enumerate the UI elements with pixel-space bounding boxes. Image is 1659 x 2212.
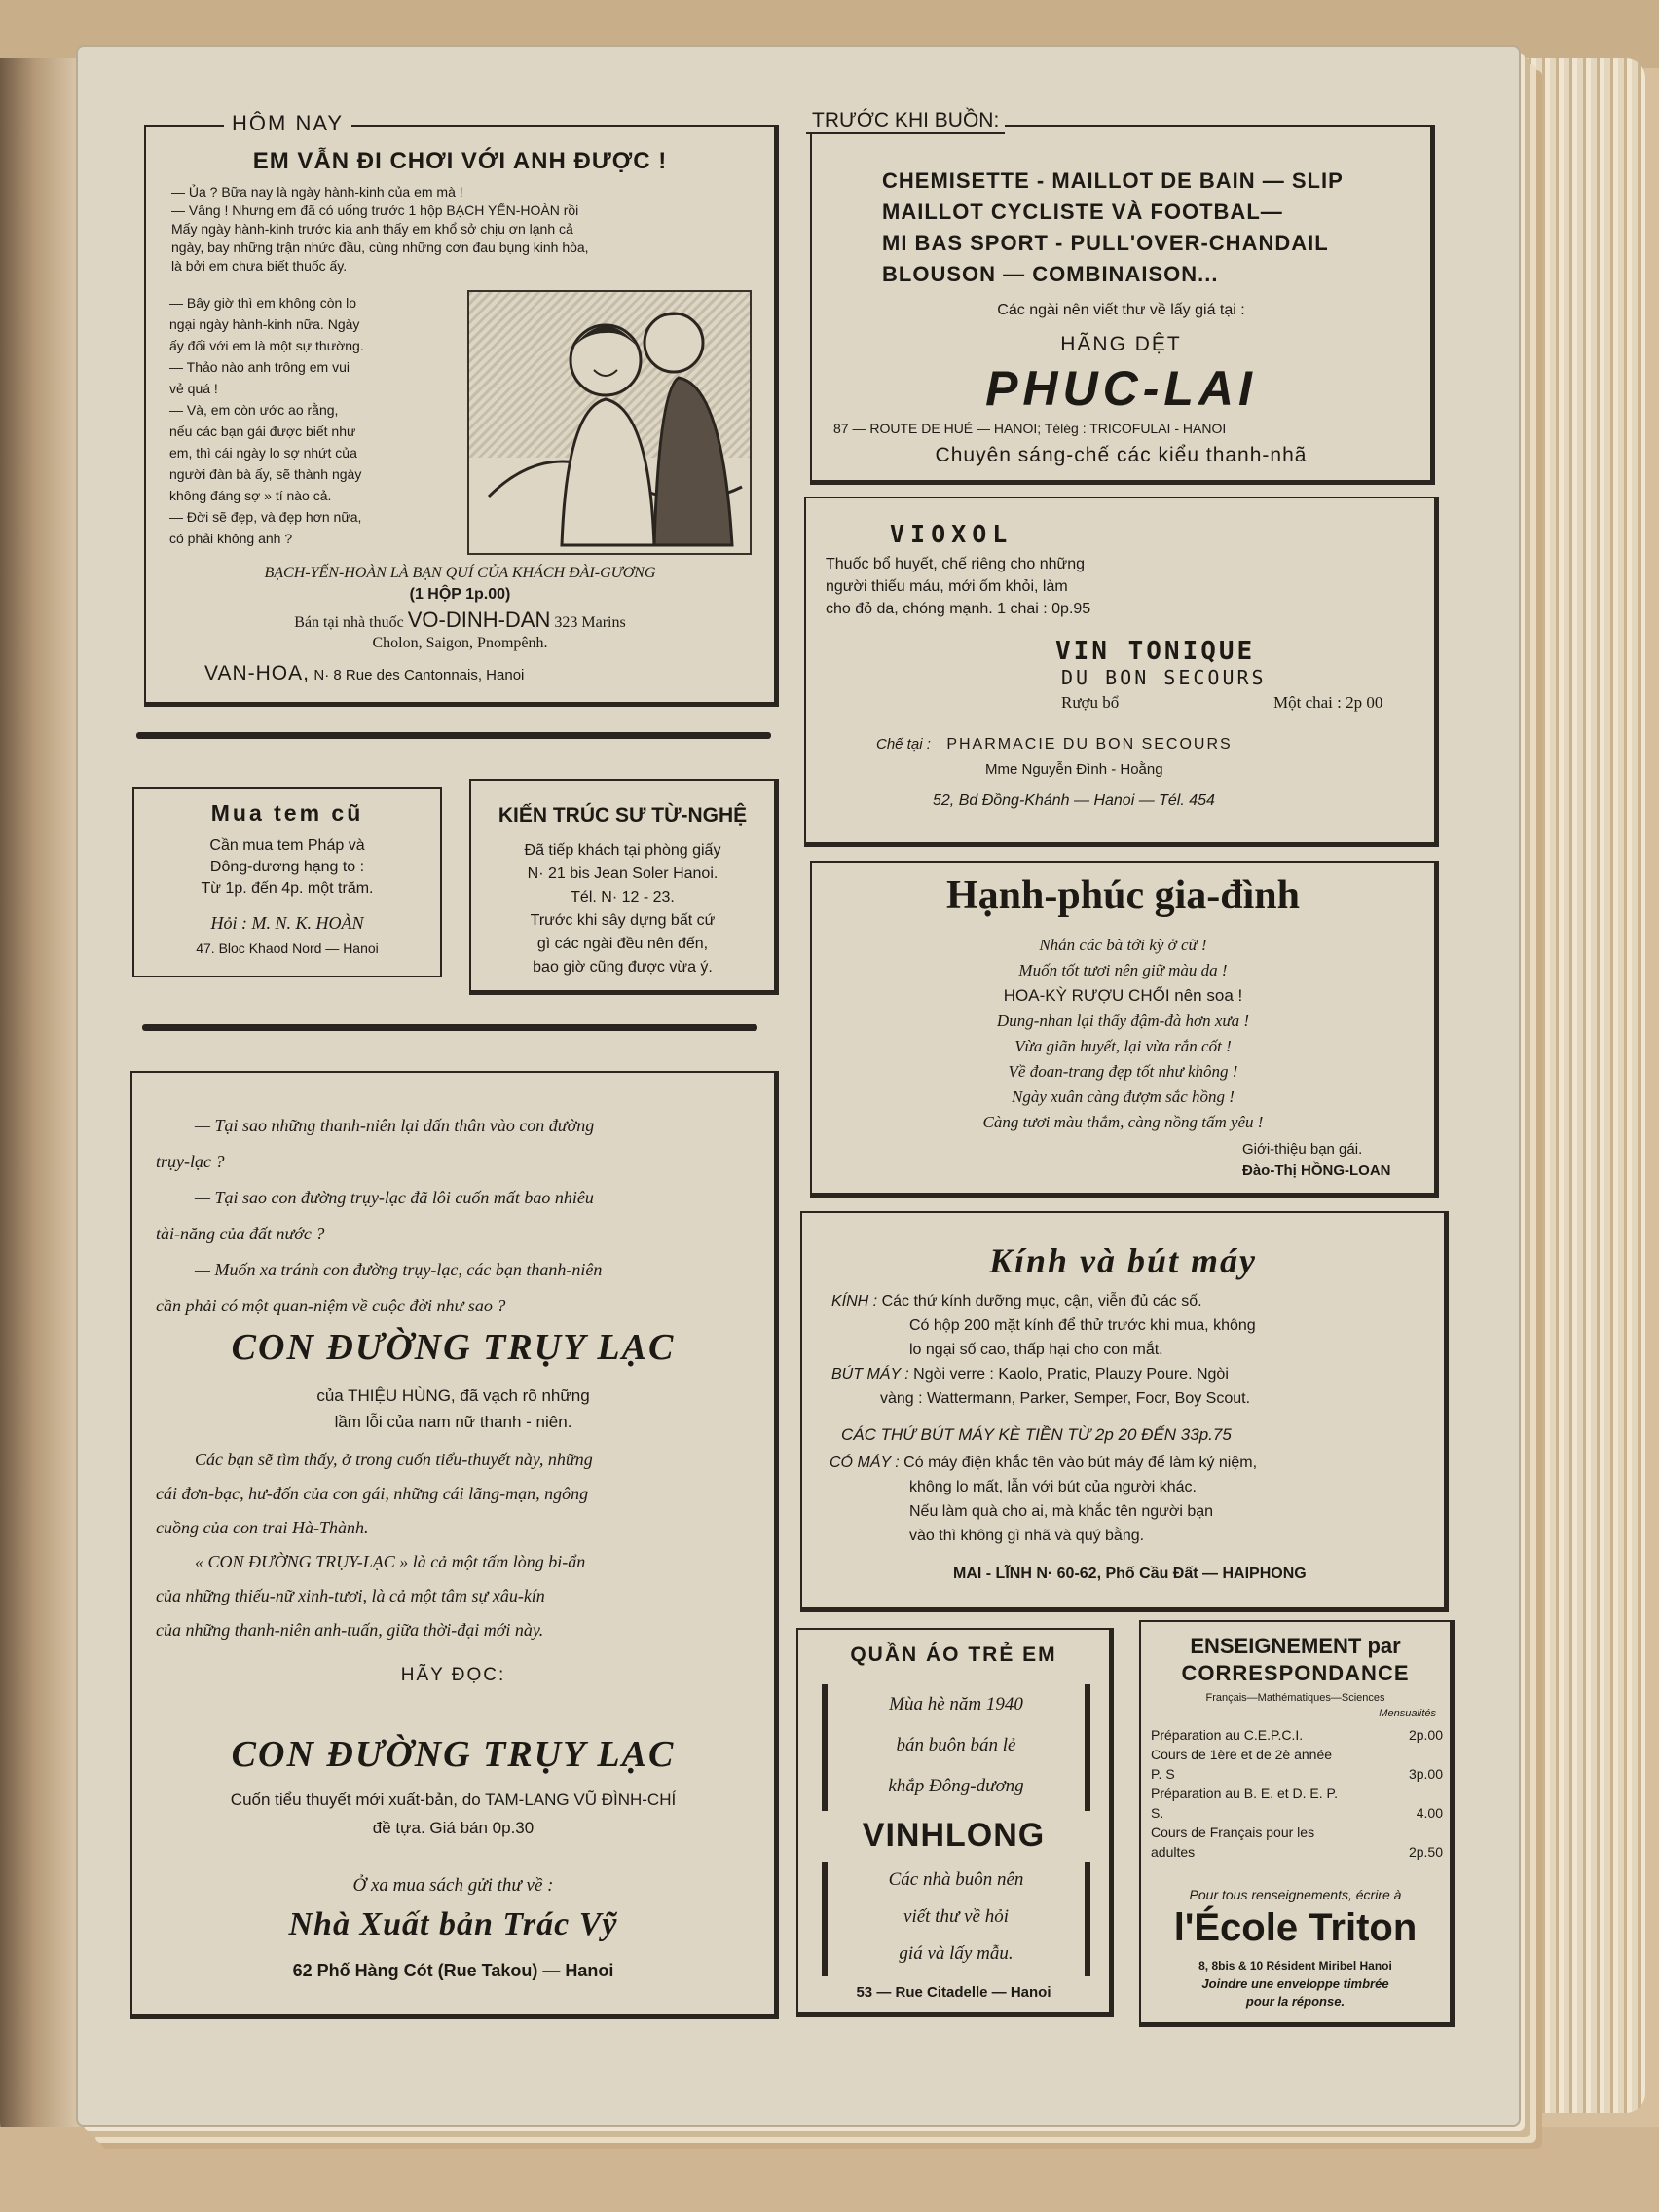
text-line: Nếu làm quà cho ai, mà khắc tên người bạn [909,1503,1214,1520]
text-line: vẻ quá ! [169,381,218,396]
ad-hom-nay-cities: Cholon, Saigon, Pnompênh. [372,635,548,651]
ad-vioxol-body [826,553,1215,620]
text-line: cần phải có một quan-niệm về cuộc đời như sao ? [156,1296,506,1315]
text-line: cuồng của con trai Hà-Thành. [156,1518,369,1537]
text-line: Đã tiếp khách tại phòng giấy [524,842,721,859]
book-spine [0,58,78,2152]
text-line: — Tại sao những thanh-niên lại dấn thân vào con đường [195,1116,595,1135]
ad-hanh-phuc-poem [812,933,1434,1135]
text-line: Dung-nhan lại thấy đậm-đà hơn xưa ! [996,1012,1250,1030]
ad-phuc-lai-write: Các ngài nên viết thư về lấy giá tại : [997,302,1245,318]
ad-hom-nay-price: (1 HỘP 1p.00) [409,586,511,603]
text-line: Có hộp 200 mặt kính để thử trước khi mua, không [909,1317,1256,1334]
ad-vioxol-address: 52, Bd Đồng-Khánh — Hanoi — Tél. 454 [933,793,1215,809]
text-line: — Và, em còn ước ao rằng, [169,402,339,418]
price-row-value: 4.00 [1416,1805,1443,1821]
ad-con-duong-desc [132,1786,774,1842]
text-line: N· 21 bis Jean Soler Hanoi. [527,866,719,882]
text-line: không đáng sợ » tí nào cả. [169,488,332,503]
text-line: Mấy ngày hành-kinh trước kia anh thấy em khổ sở chịu ơn lạnh cả [171,221,573,237]
ad-hanh-phuc-intro: Giới-thiệu bạn gái. [1242,1141,1363,1158]
text-line: là bởi em chưa biết thuốc ấy. [171,258,348,274]
text-line: Thuốc bổ huyết, chế riêng cho những [826,556,1085,572]
text-line: — Vâng ! Nhưng em đã có uống trước 1 hộp BẠCH YẾN-HOÀN rồi [171,203,579,218]
price-row-label: Cours de Français pour les adultes [1151,1825,1315,1860]
ad-mua-tem-ask: Hỏi : M. N. K. HOÀN [210,913,364,933]
ad-quan-ao-box-1 [822,1684,1090,1811]
ad-con-duong-body [156,1443,769,1647]
price-row-label: Préparation au C.E.P.C.I. [1151,1727,1304,1743]
text-line: Muốn tốt tươi nên giữ màu da ! [1018,961,1228,979]
ad-mua-tem-title: Mua tem cũ [210,800,364,826]
ad-kinh-title: Kính và bút máy [988,1241,1258,1280]
ad-hanh-phuc-title: Hạnh-phúc gia-đình [946,873,1300,918]
ad-vioxol-price: Một chai : 2p 00 [1273,693,1383,712]
ad-hom-nay-slogan: BẠCH-YẾN-HOÀN LÀ BẠN QUÍ CỦA KHÁCH ĐÀI-GƯƠNG [264,565,656,581]
text-line: Các bạn sẽ tìm thấy, ở trong cuốn tiểu-thuyết này, những [195,1450,593,1469]
ad-con-duong-order: Ở xa mua sách gửi thư về : [352,1875,554,1896]
text-line: « CON ĐƯỜNG TRỤY-LẠC » là cả một tấm lòng bi-ẩn [195,1552,586,1571]
ad-phuc-lai-name: PHUC-LAI [985,361,1257,416]
ad-con-duong-publisher: Nhà Xuất bản Trác Vỹ [288,1906,618,1942]
text-line: BLOUSON — COMBINAISON... [882,262,1219,286]
text-line: — Tại sao con đường trụy-lạc đã lôi cuốn mất bao nhiêu [195,1188,594,1207]
ad-mua-tem [132,787,442,977]
text-line: giá và lấy mẫu. [899,1943,1014,1964]
divider-rule [136,732,771,739]
price-row [1151,1823,1443,1862]
ad-kien-truc-title: KIẾN TRÚC SƯ TỪ-NGHỆ [498,804,748,827]
ad-kinh-footer: MAI - LĨNH N· 60-62, Phố Cầu Đất — HAIPHONG [953,1566,1307,1582]
ad-triton-title-2: CORRESPONDANCE [1181,1661,1410,1685]
seller-address: 323 Marins [554,614,626,631]
ad-kien-truc-body [471,839,774,979]
ad-con-duong-read: HÃY ĐỌC: [400,1665,506,1685]
text-line: của những thanh-niên anh-tuấn, giữa thời-đại mới này. [156,1620,544,1640]
text-line: gì các ngài đều nên đến, [536,936,709,952]
made-prefix: Chế tại : [876,736,931,753]
divider-rule [142,1024,757,1031]
text-line: ấy đối với em là một sự thường. [169,338,364,353]
text-line: đề tựa. Giá bán 0p.30 [372,1819,535,1837]
ad-kinh-engrave [830,1451,1433,1548]
ad-hom-nay-top-text [171,183,765,276]
price-row-value: 2p.00 [1408,1727,1443,1743]
ad-hanh-phuc-sign: Đào-Thị HỒNG-LOAN [1242,1162,1391,1179]
text-line: ngày, bay những trận nhức đầu, cùng những cơn đau bụng kinh hòa, [171,240,589,255]
ad-phuc-lai [810,109,1435,485]
text-line: em, thì cái ngày lo sợ nhứt của [169,445,357,461]
text-line: Trước khi sây dựng bất cứ [530,912,716,929]
text-line: bao giờ cũng được vừa ý. [533,959,713,976]
price-row-value: 3p.00 [1408,1766,1443,1782]
text-line: Ngòi verre : Kaolo, Pratic, Plauzy Poure. Ngòi [913,1366,1229,1382]
text-line: Ngày xuân càng đượm sắc hồng ! [1012,1088,1235,1106]
page-edges [1509,58,1645,2113]
price-row [1151,1784,1443,1823]
text-line: lo ngại số cao, thấp hại cho con mắt. [909,1342,1163,1358]
text-line: Về đoan-trang đẹp tốt như không ! [1008,1062,1238,1081]
text-line: Vừa giãn huyết, lại vừa rắn cốt ! [1014,1037,1232,1055]
ad-hom-nay [144,111,779,707]
text-line: lầm lỗi của nam nữ thanh - niên. [334,1413,572,1431]
ad-kinh-but-may [800,1211,1449,1612]
ad-vioxol [804,497,1439,847]
text-line: Cuốn tiểu thuyết mới xuất-bản, do TAM-LANG VŨ ĐÌNH-CHÍ [230,1790,677,1809]
price-row [1151,1745,1443,1784]
ad-triton-info: Pour tous renseignements, écrire à [1189,1887,1402,1902]
text-line: Cần mua tem Pháp và [209,837,365,854]
ad-hom-nay-tag: HÔM NAY [224,111,351,136]
text-line: tài-năng của đất nước ? [156,1224,325,1243]
text-line: khắp Đông-dương [888,1776,1024,1796]
ad-kinh-price-range: CÁC THỨ BÚT MÁY KÈ TIỀN TỪ 2p 20 ĐẾN 33p.75 [841,1425,1232,1444]
ad-vioxol-ruou: Rượu bổ [1061,693,1120,712]
but-label: BÚT MÁY : [831,1366,909,1382]
text-line: vào thì không gì nhã và quý bằng. [909,1528,1145,1544]
ad-hom-nay-side-text [169,292,461,549]
text-line: người đàn bà ấy, sẽ thành ngày [169,466,362,482]
text-line: Có máy điện khắc tên vào bút máy để làm kỷ niệm, [903,1455,1258,1471]
ad-quan-ao-address: 53 — Rue Citadelle — Hanoi [856,1984,1051,2001]
couple-illustration [467,290,752,555]
text-line: — Ủa ? Bữa nay là ngày hành-kinh của em mà ! [171,184,463,200]
seller-prefix: Bán tại nhà thuốc [294,614,404,631]
ad-vioxol-name: VIOXOL [890,520,1014,548]
ad-triton-title-1: ENSEIGNEMENT par [1190,1634,1401,1658]
ad-phuc-lai-products [882,166,1408,290]
text-line: trụy-lạc ? [156,1152,225,1171]
ad-vioxol-made [876,736,1233,754]
ad-con-duong-title: CON ĐƯỜNG TRỤY LẠC [231,1327,676,1368]
ad-triton-join-2: pour la réponse. [1245,1994,1346,2009]
text-line: người thiếu máu, mới ốm khỏi, làm [826,578,1068,595]
ad-hom-nay-seller [146,608,774,633]
ad-quan-ao-tre-em [796,1628,1114,2017]
ad-hom-nay-headline: EM VẪN ĐI CHƠI VỚI ANH ĐƯỢC ! [252,148,668,174]
text-line: Nhắn các bà tới kỳ ở cữ ! [1039,936,1207,954]
ad-vioxol-vin: VIN TONIQUE [1055,637,1256,666]
ad-phuc-lai-address: 87 — ROUTE DE HUÉ — HANOI; Télég : TRICOFULAI - HANOI [833,421,1227,436]
seller-name: VO-DINH-DAN [407,608,551,632]
kinh-label: KÍNH : [831,1293,878,1309]
ad-phuc-lai-tagline: Chuyên sáng-chế các kiểu thanh-nhã [935,444,1308,466]
text-line: bán buôn bán lẻ [896,1735,1016,1755]
ad-ecole-triton [1139,1620,1455,2027]
ad-triton-address: 8, 8bis & 10 Résident Miribel Hanoi [1198,1959,1392,1972]
footer-address: N· 8 Rue des Cantonnais, Hanoi [313,667,525,683]
text-line: MAILLOT CYCLISTE VÀ FOOTBAL— [882,200,1283,224]
ad-phuc-lai-firm: HÃNG DỆT [1060,333,1182,355]
ad-vioxol-owner: Mme Nguyễn Đình - Hoằng [985,761,1163,778]
text-line: MI BAS SPORT - PULL'OVER-CHANDAIL [882,231,1329,255]
text-line: cái đơn-bạc, hư-đốn của con gái, những cái lãng-mạn, ngông [156,1484,589,1503]
ad-triton-price-list [1151,1725,1443,1862]
text-line: — Muốn xa tránh con đường trụy-lạc, các bạn thanh-niên [195,1260,603,1279]
text-line: nếu các bạn gái được biết như [169,424,356,439]
ad-con-duong-truy-lac [130,1071,779,2019]
ad-kien-truc-su [469,779,779,995]
ad-phuc-lai-tag: TRƯỚC KHI BUỒN: [806,109,1005,134]
text-line: HOA-KỲ RƯỢU CHỔI nên soa ! [1003,986,1243,1005]
price-row [1151,1725,1443,1745]
text-line: của THIỆU HÙNG, đã vạch rõ những [316,1386,590,1405]
price-row-label: Cours de 1ère et de 2è année P. S [1151,1747,1333,1782]
ad-hanh-phuc [810,861,1439,1198]
ad-con-duong-pub-address: 62 Phố Hàng Cót (Rue Takou) — Hanoi [292,1961,614,1980]
ad-mua-tem-address: 47. Bloc Khaod Nord — Hanoi [196,940,379,956]
text-line: Các thứ kính dưỡng mục, cận, viễn đủ các số. [881,1293,1202,1309]
co-may-label: CÓ MÁY : [830,1455,900,1471]
ad-quan-ao-title: QUẦN ÁO TRẺ EM [850,1643,1057,1666]
text-line: viết thư về hỏi [903,1906,1009,1927]
ad-triton-school: l'École Triton [1173,1906,1418,1949]
text-line: ngại ngày hành-kinh nữa. Ngày [169,316,360,332]
text-line: CHEMISETTE - MAILLOT DE BAIN — SLIP [882,168,1344,193]
text-line: Tél. N· 12 - 23. [571,889,675,905]
text-line: Càng tươi màu thắm, càng nồng tấm yêu ! [982,1113,1264,1131]
ad-triton-join-1: Joindre une enveloppe timbrée [1201,1976,1389,1991]
text-line: Mùa hè năm 1940 [889,1694,1023,1714]
ad-con-duong-title-2: CON ĐƯỜNG TRỤY LẠC [231,1734,676,1775]
text-line: Đông-dương hạng to : [209,859,365,875]
text-line: cho đỏ da, chóng mạnh. 1 chai : 0p.95 [826,601,1091,617]
price-row-value: 2p.50 [1408,1844,1443,1860]
text-line: — Thảo nào anh trông em vui [169,359,350,375]
ad-con-duong-author [132,1382,774,1435]
ad-triton-mensualites: Mensualités [1379,1708,1436,1719]
desk-bottom [0,2127,1659,2212]
ad-quan-ao-box-2 [822,1862,1090,1976]
ad-kinh-section [831,1289,1435,1411]
text-line: của những thiếu-nữ xinh-tươi, là cả một tâm sự xâu-kín [156,1586,545,1605]
price-row-label: Préparation au B. E. et D. E. P. S. [1151,1786,1338,1821]
text-line: Từ 1p. đến 4p. một trăm. [201,880,374,897]
text-line: Các nhà buôn nên [888,1869,1024,1890]
text-line: có phải không anh ? [169,531,293,546]
ad-quan-ao-brand: VINHLONG [862,1817,1046,1854]
footer-name: VAN-HOA, [204,662,310,684]
ad-con-duong-questions [156,1108,769,1324]
text-line: không lo mất, lẫn với bút của người khác. [909,1479,1197,1495]
ad-mua-tem-body [134,835,440,900]
pharmacy-name: PHARMACIE DU BON SECOURS [946,736,1233,753]
text-line: — Bây giờ thì em không còn lo [169,295,357,311]
text-line: vàng : Wattermann, Parker, Semper, Focr, Boy Scout. [880,1390,1251,1407]
ad-hom-nay-footer [204,662,524,685]
ad-triton-subjects: Français—Mathématiques—Sciences [1205,1692,1385,1704]
text-line: — Đời sẽ đẹp, và đẹp hơn nữa, [169,509,362,525]
ad-vioxol-vin2: DU BON SECOURS [1061,666,1267,689]
